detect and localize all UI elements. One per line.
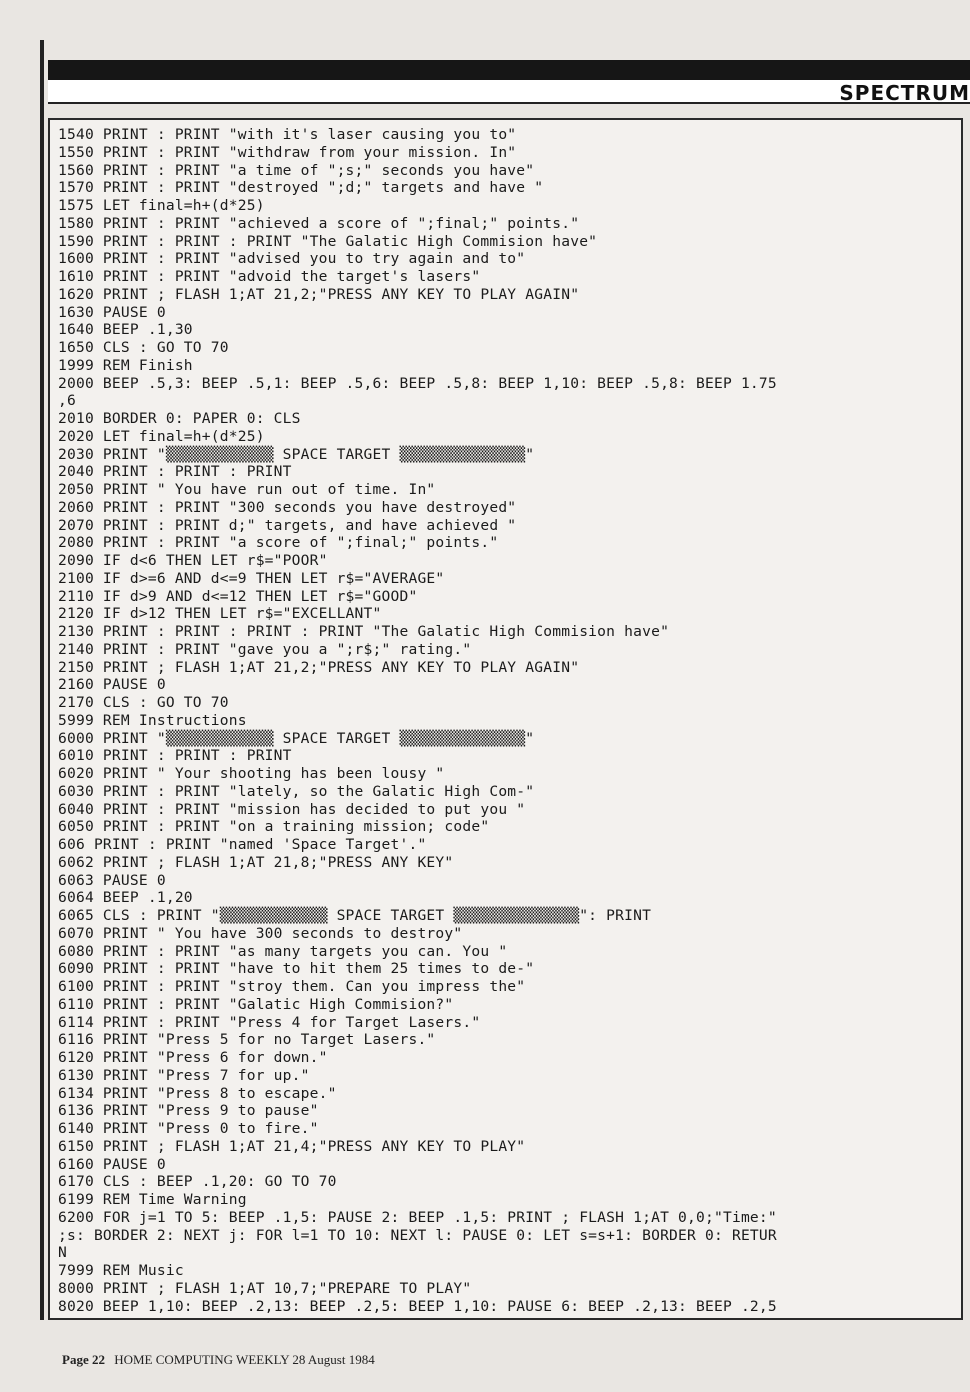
publication-line: HOME COMPUTING WEEKLY 28 August 1984 bbox=[114, 1352, 375, 1367]
code-line: 6000 PRINT "▒▒▒▒▒▒▒▒▒▒▒▒ SPACE TARGET ▒▒▒▒▒▒▒▒▒▒▒▒▒▒" bbox=[58, 729, 535, 747]
code-line: 6063 PAUSE 0 bbox=[58, 871, 166, 889]
page-number: Page 22 bbox=[62, 1352, 105, 1367]
code-block bbox=[58, 126, 957, 1315]
code-line: 6064 BEEP .1,20 bbox=[58, 889, 193, 907]
code-line: 6070 PRINT " You have 300 seconds to destroy" bbox=[58, 924, 463, 942]
code-line: 1620 PRINT ; FLASH 1;AT 21,2;"PRESS ANY KEY TO PLAY AGAIN" bbox=[58, 285, 580, 303]
code-line: 6140 PRINT "Press 0 to fire." bbox=[58, 1120, 319, 1137]
code-line: 6065 CLS : PRINT "▒▒▒▒▒▒▒▒▒▒▒▒ SPACE TARGET ▒▒▒▒▒▒▒▒▒▒▒▒▒▒": PRINT bbox=[58, 907, 652, 924]
code-line: 2120 IF d>12 THEN LET r$="EXCELLANT" bbox=[58, 605, 382, 623]
code-line: 1630 PAUSE 0 bbox=[58, 303, 166, 321]
code-line: 6199 REM Time Warning bbox=[58, 1191, 247, 1208]
code-line: 8020 BEEP 1,10: BEEP .2,13: BEEP .2,5: BEEP 1,10: PAUSE 6: BEEP .2,13: BEEP .2,5 bbox=[58, 1297, 777, 1315]
code-line: 1540 PRINT : PRINT "with it's laser causing you to" bbox=[58, 126, 517, 143]
code-line: 1590 PRINT : PRINT : PRINT "The Galatic High Commision have" bbox=[58, 232, 598, 250]
code-line: 2020 LET final=h+(d*25) bbox=[58, 427, 265, 445]
code-line: 2150 PRINT ; FLASH 1;AT 21,2;"PRESS ANY KEY TO PLAY AGAIN" bbox=[58, 658, 580, 676]
code-line: 6020 PRINT " Your shooting has been lousy " bbox=[58, 765, 445, 782]
code-line: 1575 LET final=h+(d*25) bbox=[58, 197, 265, 214]
code-line: 6010 PRINT : PRINT : PRINT bbox=[58, 747, 292, 765]
code-line: 1640 BEEP .1,30 bbox=[58, 321, 193, 339]
code-line: 2160 PAUSE 0 bbox=[58, 676, 166, 694]
code-line: 2060 PRINT : PRINT "300 seconds you have destroyed" bbox=[58, 498, 517, 516]
code-line: 1610 PRINT : PRINT "advoid the target's lasers" bbox=[58, 268, 481, 285]
code-line: ,6 bbox=[58, 392, 76, 410]
code-line: 8000 PRINT ; FLASH 1;AT 10,7;"PREPARE TO PLAY" bbox=[58, 1279, 472, 1297]
code-line: 6116 PRINT "Press 5 for no Target Lasers." bbox=[58, 1031, 436, 1049]
code-line: 6100 PRINT : PRINT "stroy them. Can you impress the" bbox=[58, 978, 526, 995]
code-line: 1580 PRINT : PRINT "achieved a score of ";final;" points." bbox=[58, 214, 580, 232]
code-line: 6160 PAUSE 0 bbox=[58, 1155, 166, 1173]
code-line: 6050 PRINT : PRINT "on a training mission; code" bbox=[58, 818, 490, 836]
program-listing bbox=[48, 118, 963, 1320]
code-line: 2070 PRINT : PRINT d;" targets, and have achieved " bbox=[58, 516, 517, 534]
code-line: 6030 PRINT : PRINT "lately, so the Galatic High Com-" bbox=[58, 782, 535, 800]
code-line: 6114 PRINT : PRINT "Press 4 for Target Lasers." bbox=[58, 1013, 481, 1031]
code-line: 1560 PRINT : PRINT "a time of ";s;" seconds you have" bbox=[58, 161, 535, 179]
section-title: SPECTRUM bbox=[839, 81, 970, 105]
code-line: 2090 IF d<6 THEN LET r$="POOR" bbox=[58, 552, 328, 569]
code-line: 6110 PRINT : PRINT "Galatic High Commision?" bbox=[58, 995, 454, 1013]
code-line: 6200 FOR j=1 TO 5: BEEP .1,5: PAUSE 2: BEEP .1,5: PRINT ; FLASH 1;AT 0,0;"Time:" bbox=[58, 1208, 777, 1226]
code-line: 6062 PRINT ; FLASH 1;AT 21,8;"PRESS ANY KEY" bbox=[58, 853, 454, 871]
header-strip bbox=[48, 80, 970, 104]
code-line: 2030 PRINT "▒▒▒▒▒▒▒▒▒▒▒▒ SPACE TARGET ▒▒▒▒▒▒▒▒▒▒▒▒▒▒" bbox=[58, 445, 535, 463]
code-line: 6090 PRINT : PRINT "have to hit them 25 times to de-" bbox=[58, 960, 535, 978]
page-footer bbox=[62, 1352, 375, 1368]
code-line: 5999 REM Instructions bbox=[58, 711, 247, 729]
code-line: 1570 PRINT : PRINT "destroyed ";d;" targets and have " bbox=[58, 179, 544, 197]
code-line: 2140 PRINT : PRINT "gave you a ";r$;" rating." bbox=[58, 640, 472, 658]
code-line: 6130 PRINT "Press 7 for up." bbox=[58, 1066, 310, 1084]
code-line: 2010 BORDER 0: PAPER 0: CLS bbox=[58, 410, 301, 427]
code-line: 2110 IF d>9 AND d<=12 THEN LET r$="GOOD" bbox=[58, 587, 418, 605]
code-line: ;s: BORDER 2: NEXT j: FOR l=1 TO 10: NEXT l: PAUSE 0: LET s=s+1: BORDER 0: RETUR bbox=[58, 1226, 777, 1244]
code-line: 2040 PRINT : PRINT : PRINT bbox=[58, 463, 292, 481]
code-line: 1999 REM Finish bbox=[58, 356, 193, 374]
code-line: 6120 PRINT "Press 6 for down." bbox=[58, 1049, 328, 1066]
code-line: 1600 PRINT : PRINT "advised you to try again and to" bbox=[58, 250, 526, 268]
code-line: 6080 PRINT : PRINT "as many targets you can. You " bbox=[58, 942, 508, 960]
code-line: 606 PRINT : PRINT "named 'Space Target'." bbox=[58, 836, 427, 853]
code-line: 2080 PRINT : PRINT "a score of ";final;" points." bbox=[58, 534, 499, 552]
left-margin-rule bbox=[40, 40, 44, 1320]
code-line: 1550 PRINT : PRINT "withdraw from your mission. In" bbox=[58, 143, 517, 161]
code-line: 2130 PRINT : PRINT : PRINT : PRINT "The Galatic High Commision have" bbox=[58, 623, 670, 640]
code-line: 7999 REM Music bbox=[58, 1262, 184, 1279]
code-line: 1650 CLS : GO TO 70 bbox=[58, 339, 229, 356]
code-line: 2050 PRINT " You have run out of time. In" bbox=[58, 481, 436, 498]
header-bar bbox=[48, 60, 970, 80]
code-line: 6040 PRINT : PRINT "mission has decided to put you " bbox=[58, 800, 526, 818]
code-line: 2000 BEEP .5,3: BEEP .5,1: BEEP .5,6: BEEP .5,8: BEEP 1,10: BEEP .5,8: BEEP 1.75 bbox=[58, 374, 777, 392]
code-line: 6136 PRINT "Press 9 to pause" bbox=[58, 1102, 319, 1120]
code-line: 2100 IF d>=6 AND d<=9 THEN LET r$="AVERAGE" bbox=[58, 569, 445, 587]
code-line: N bbox=[58, 1244, 67, 1262]
code-line: 6150 PRINT ; FLASH 1;AT 21,4;"PRESS ANY KEY TO PLAY" bbox=[58, 1137, 526, 1155]
code-line: 2170 CLS : GO TO 70 bbox=[58, 694, 229, 711]
code-line: 6170 CLS : BEEP .1,20: GO TO 70 bbox=[58, 1173, 337, 1191]
code-line: 6134 PRINT "Press 8 to escape." bbox=[58, 1084, 337, 1102]
